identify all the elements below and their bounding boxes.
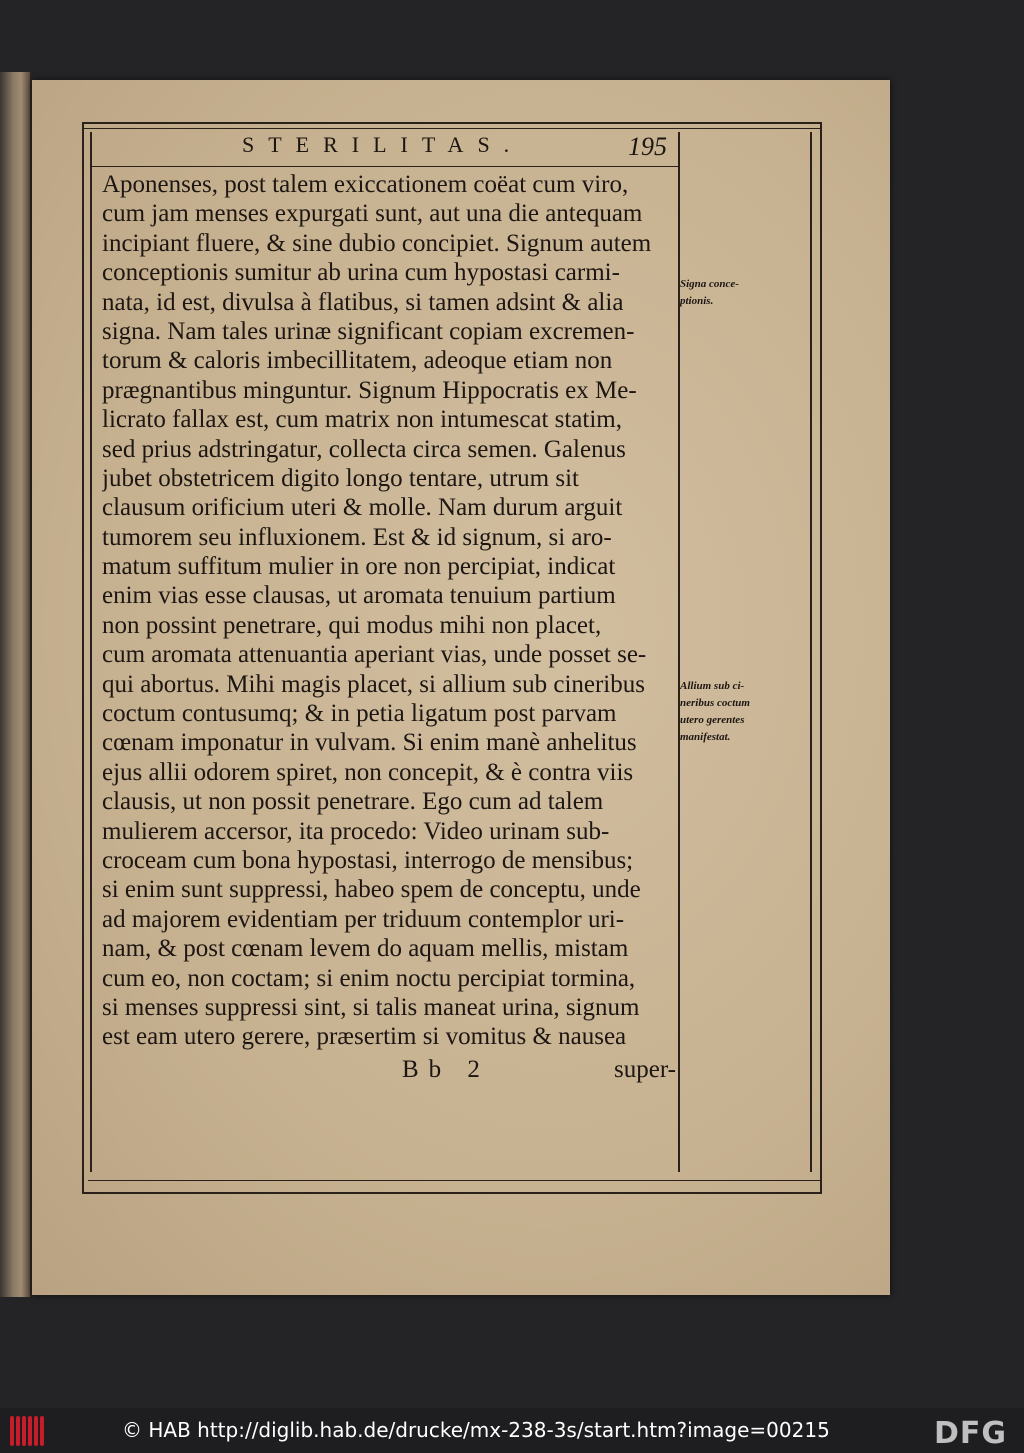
- page-footer: [102, 1056, 682, 1090]
- text-line: clausum orificium uteri & molle. Nam durum arguit: [102, 494, 623, 522]
- text-line: ejus allii odorem spiret, non concepit, & è contra viis: [102, 758, 634, 786]
- margin-note-line: Allium sub ci-: [680, 680, 745, 692]
- margin-note-line: neribus coctum: [680, 697, 750, 709]
- text-line: cum eo, non coctam; si enim noctu percipiat tormina,: [102, 964, 636, 992]
- text-line: jubet obstetricem digito longo tentare, utrum sit: [102, 464, 579, 492]
- margin-note: [680, 678, 792, 746]
- body-text: [102, 170, 682, 1052]
- text-line: si menses suppressi sint, si talis maneat urina, signum: [102, 993, 640, 1021]
- text-line: torum & caloris imbecillitatem, adeoque etiam non: [102, 347, 613, 375]
- text-line: si enim sunt suppressi, habeo spem de conceptu, unde: [102, 876, 641, 904]
- credit-link[interactable]: © HAB http://diglib.hab.de/drucke/mx-238-3s/start.htm?image=00215: [122, 1418, 830, 1442]
- text-line: tumorem seu influxionem. Est & id signum, si aro-: [102, 523, 612, 551]
- text-line: sed prius adstringatur, collecta circa semen. Galenus: [102, 435, 626, 463]
- signature-mark: Bb 2: [402, 1056, 490, 1083]
- head-rule: [90, 166, 680, 167]
- page-number: 195: [628, 132, 667, 161]
- text-line: Aponenses, post talem exiccationem coëat cum viro,: [102, 171, 629, 198]
- text-line: cum aromata attenuantia aperiant vias, unde posset se-: [102, 641, 647, 669]
- text-line: prægnantibus minguntur. Signum Hippocratis ex Me-: [102, 376, 637, 404]
- top-double-rule: [82, 128, 822, 129]
- text-line: clausis, ut non possit penetrare. Ego cum ad talem: [102, 788, 604, 816]
- text-line: licrato fallax est, cum matrix non intumescat statim,: [102, 406, 622, 434]
- text-line: signa. Nam tales urinæ significant copiam excremen-: [102, 317, 635, 345]
- margin-note-line: utero gerentes: [680, 714, 745, 726]
- text-line: incipiant fluere, & sine dubio concipiet. Signum autem: [102, 229, 652, 257]
- dfg-logo: DFG: [934, 1416, 1008, 1451]
- text-line: matum suffitum mulier in ore non percipiat, indicat: [102, 553, 616, 581]
- text-line: enim vias esse clausas, ut aromata tenuium partium: [102, 582, 616, 610]
- text-line: coctum contusumq; & in petia ligatum post parvam: [102, 700, 617, 728]
- viewer-footer: [0, 1408, 1024, 1453]
- running-head: STERILITAS.: [242, 132, 524, 157]
- bottom-double-rule: [88, 1180, 822, 1181]
- margin-note-line: Signa conce-: [680, 278, 739, 290]
- text-line: cum jam menses expurgati sunt, aut una die antequam: [102, 200, 643, 228]
- text-line: croceam cum bona hypostasi, interrogo de mensibus;: [102, 846, 634, 874]
- text-line: nam, & post cœnam levem do aquam mellis, mistam: [102, 935, 629, 963]
- margin-note-line: manifestat.: [680, 731, 731, 743]
- previous-page-edge: [0, 72, 32, 1297]
- text-line: cœnam imponatur in vulvam. Si enim manè anhelitus: [102, 729, 637, 757]
- text-line: mulierem accersor, ita procedo: Video urinam sub-: [102, 817, 610, 845]
- text-line: qui abortus. Mihi magis placet, si allium sub cineribus: [102, 670, 645, 698]
- hab-logo-icon: [10, 1416, 44, 1446]
- text-line: non possint penetrare, qui modus mihi non placet,: [102, 611, 602, 639]
- margin-note: [680, 276, 784, 310]
- book-page: [32, 80, 890, 1295]
- text-line: ad majorem evidentiam per triduum contemplor uri-: [102, 905, 625, 933]
- text-line: nata, id est, divulsa à flatibus, si tamen adsint & alia: [102, 288, 624, 316]
- text-line: est eam utero gerere, præsertim si vomitus & nausea: [102, 1023, 627, 1051]
- catchword: super-: [614, 1056, 676, 1083]
- margin-note-line: ptionis.: [680, 295, 714, 307]
- text-line: conceptionis sumitur ab urina cum hypostasi carmi-: [102, 259, 620, 287]
